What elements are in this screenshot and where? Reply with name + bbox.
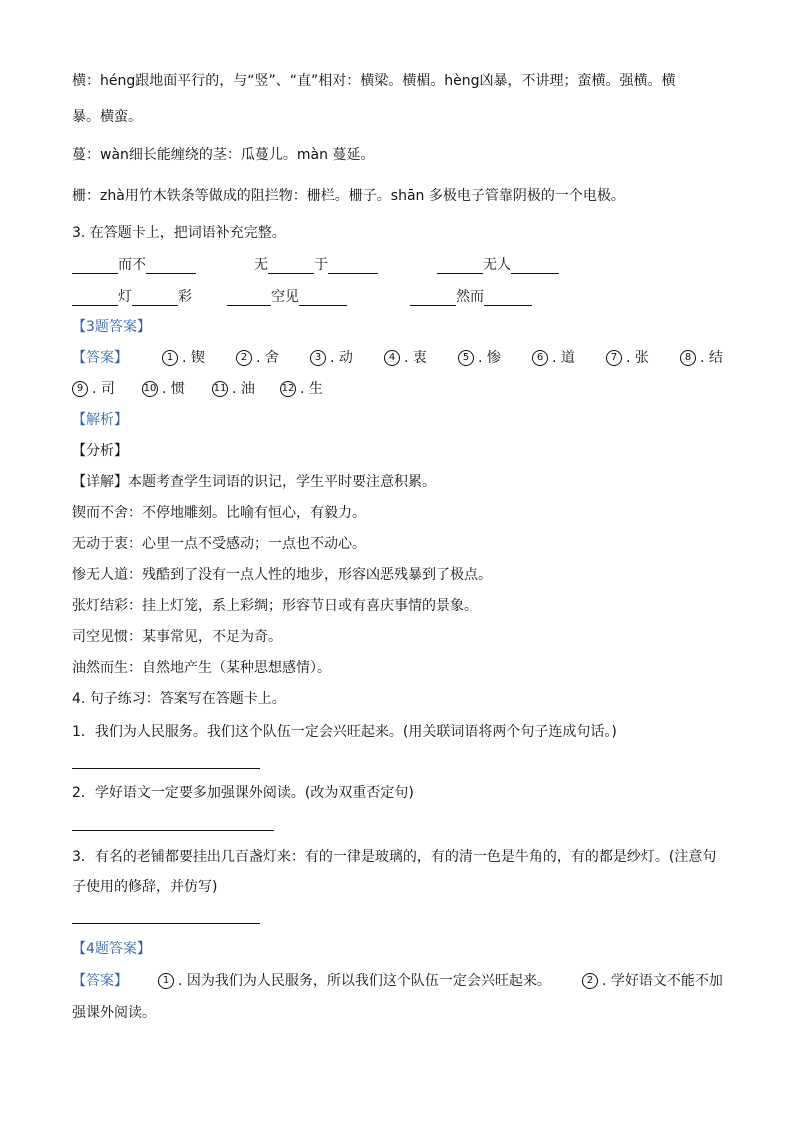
blank-line [437,259,483,274]
answer-text: . 惯 [162,381,185,397]
q4-answer-continuation: 强课外阅读。 [72,1005,156,1021]
circled-number: 2 [236,350,252,366]
q3-blank-text: 彩 [178,289,192,305]
blank-line [146,259,196,274]
q3-blank-text: 灯 [118,289,132,305]
answer-label: 【答案】 [72,973,128,989]
circled-number: 9 [72,381,88,397]
q3-answer-header: 【3题答案】 [72,319,151,335]
q3-blank-text: 于 [314,257,328,273]
q4-answer-header: 【4题答案】 [72,941,151,957]
answer-item [162,349,205,367]
q3-analysis-header: 【解析】 [72,412,128,428]
blank-line [268,259,314,274]
q3-blank-group-3 [437,256,559,274]
circled-number: 1 [158,973,174,989]
circled-number: 10 [142,381,158,397]
answer-text: . 锲 [182,350,205,366]
vocab-man: 蔓：wàn细长能缠绕的茎：瓜蔓儿。màn 蔓延。 [72,147,375,163]
answer-item [212,380,255,398]
q3-blank-text: 而不 [118,257,146,273]
vocab-heng-line2: 暴。横蛮。 [72,109,142,125]
q3-explanation: 张灯结彩：挂上灯笼，系上彩绸；形容节日或有喜庆事情的景象。 [72,598,478,614]
q4-title: 4. 句子练习：答案写在答题卡上。 [72,691,286,707]
circled-number: 7 [606,350,622,366]
q3-explanation: 惨无人道：残酷到了没有一点人性的地步，形容凶恶残暴到了极点。 [72,567,492,583]
circled-number: 8 [680,350,696,366]
answer-item [310,349,353,367]
blank-line [410,291,456,306]
answer-text: . 惨 [478,350,501,366]
answer-text: . 油 [232,381,255,397]
blank-line [132,291,178,306]
circled-number: 3 [310,350,326,366]
q4-sentence-3-line1: 3．有名的老铺都要挂出几百盏灯来：有的一律是玻璃的，有的清一色是牛角的，有的都是纱灯。(注意句 [72,849,717,865]
answer-item [236,349,279,367]
answer-item [72,380,115,398]
q3-detail: 【详解】本题考查学生词语的识记，学生平时要注意积累。 [72,474,436,490]
circled-number: 1 [162,350,178,366]
q4-sentence-3-line2: 子使用的修辞，并仿写) [72,879,218,895]
answer-item [280,380,323,398]
answer-item [384,349,427,367]
circled-number: 5 [458,350,474,366]
blank-line [227,291,271,306]
answer-line [72,830,274,831]
answer-item [532,349,575,367]
q3-explanation: 油然而生：自然地产生（某种思想感情）。 [72,660,331,676]
q3-blank-text: 然而 [456,289,484,305]
answer-text: . 道 [552,350,575,366]
answer-item [142,380,185,398]
blank-line [299,291,347,306]
answer-text: . 司 [92,381,115,397]
answer-text: . 结 [700,350,723,366]
answer-text: . 动 [330,350,353,366]
q3-blank-group-5 [227,288,347,306]
q3-fenxi: 【分析】 [72,443,128,459]
blank-line [72,291,118,306]
answer-label: 【答案】 [72,350,128,366]
q3-title: 3. 在答题卡上，把词语补充完整。 [72,225,286,241]
blank-line [511,259,559,274]
answer-text: . 衷 [404,350,427,366]
q4-sentence-2: 2．学好语文一定要多加强课外阅读。(改为双重否定句) [72,785,414,801]
vocab-heng-line1: 横：héng跟地面平行的，与“竖”、“直”相对：横梁。横楣。hèng凶暴，不讲理；蛮横。强横。横 [72,73,676,89]
answer-text: . 生 [300,381,323,397]
answer-item [582,972,723,990]
vocab-zha: 栅：zhà用竹木铁条等做成的阻拦物：栅栏。栅子。shān 多极电子管靠阴极的一个电极。 [72,188,625,204]
q3-blank-group-4 [72,288,192,306]
q3-blank-text: 无 [254,257,268,273]
q3-blank-group-1 [72,256,196,274]
q3-explanation: 无动于衷：心里一点不受感动；一点也不动心。 [72,536,366,552]
q3-explanation: 锲而不舍：不停地雕刻。比喻有恒心，有毅力。 [72,505,366,521]
answer-item [158,972,551,990]
answer-text: . 因为我们为人民服务，所以我们这个队伍一定会兴旺起来。 [178,973,551,989]
circled-number: 4 [384,350,400,366]
blank-line [328,259,378,274]
circled-number: 12 [280,381,296,397]
answer-line [72,923,260,924]
circled-number: 2 [582,973,598,989]
answer-item [606,349,649,367]
circled-number: 11 [212,381,228,397]
q3-blank-text: 无人 [483,257,511,273]
answer-text: . 张 [626,350,649,366]
q4-sentence-1: 1．我们为人民服务。我们这个队伍一定会兴旺起来。(用关联词语将两个句子连成句话。) [72,724,617,740]
q3-blank-group-2 [254,256,378,274]
answer-line [72,768,260,769]
q3-blank-group-6 [410,288,532,306]
answer-item [458,349,501,367]
q3-explanation: 司空见惯：某事常见，不足为奇。 [72,629,282,645]
blank-line [484,291,532,306]
blank-line [72,259,118,274]
answer-text: . 学好语文不能不加 [602,973,723,989]
circled-number: 6 [532,350,548,366]
answer-item [680,349,723,367]
q3-blank-text: 空见 [271,289,299,305]
answer-text: . 舍 [256,350,279,366]
